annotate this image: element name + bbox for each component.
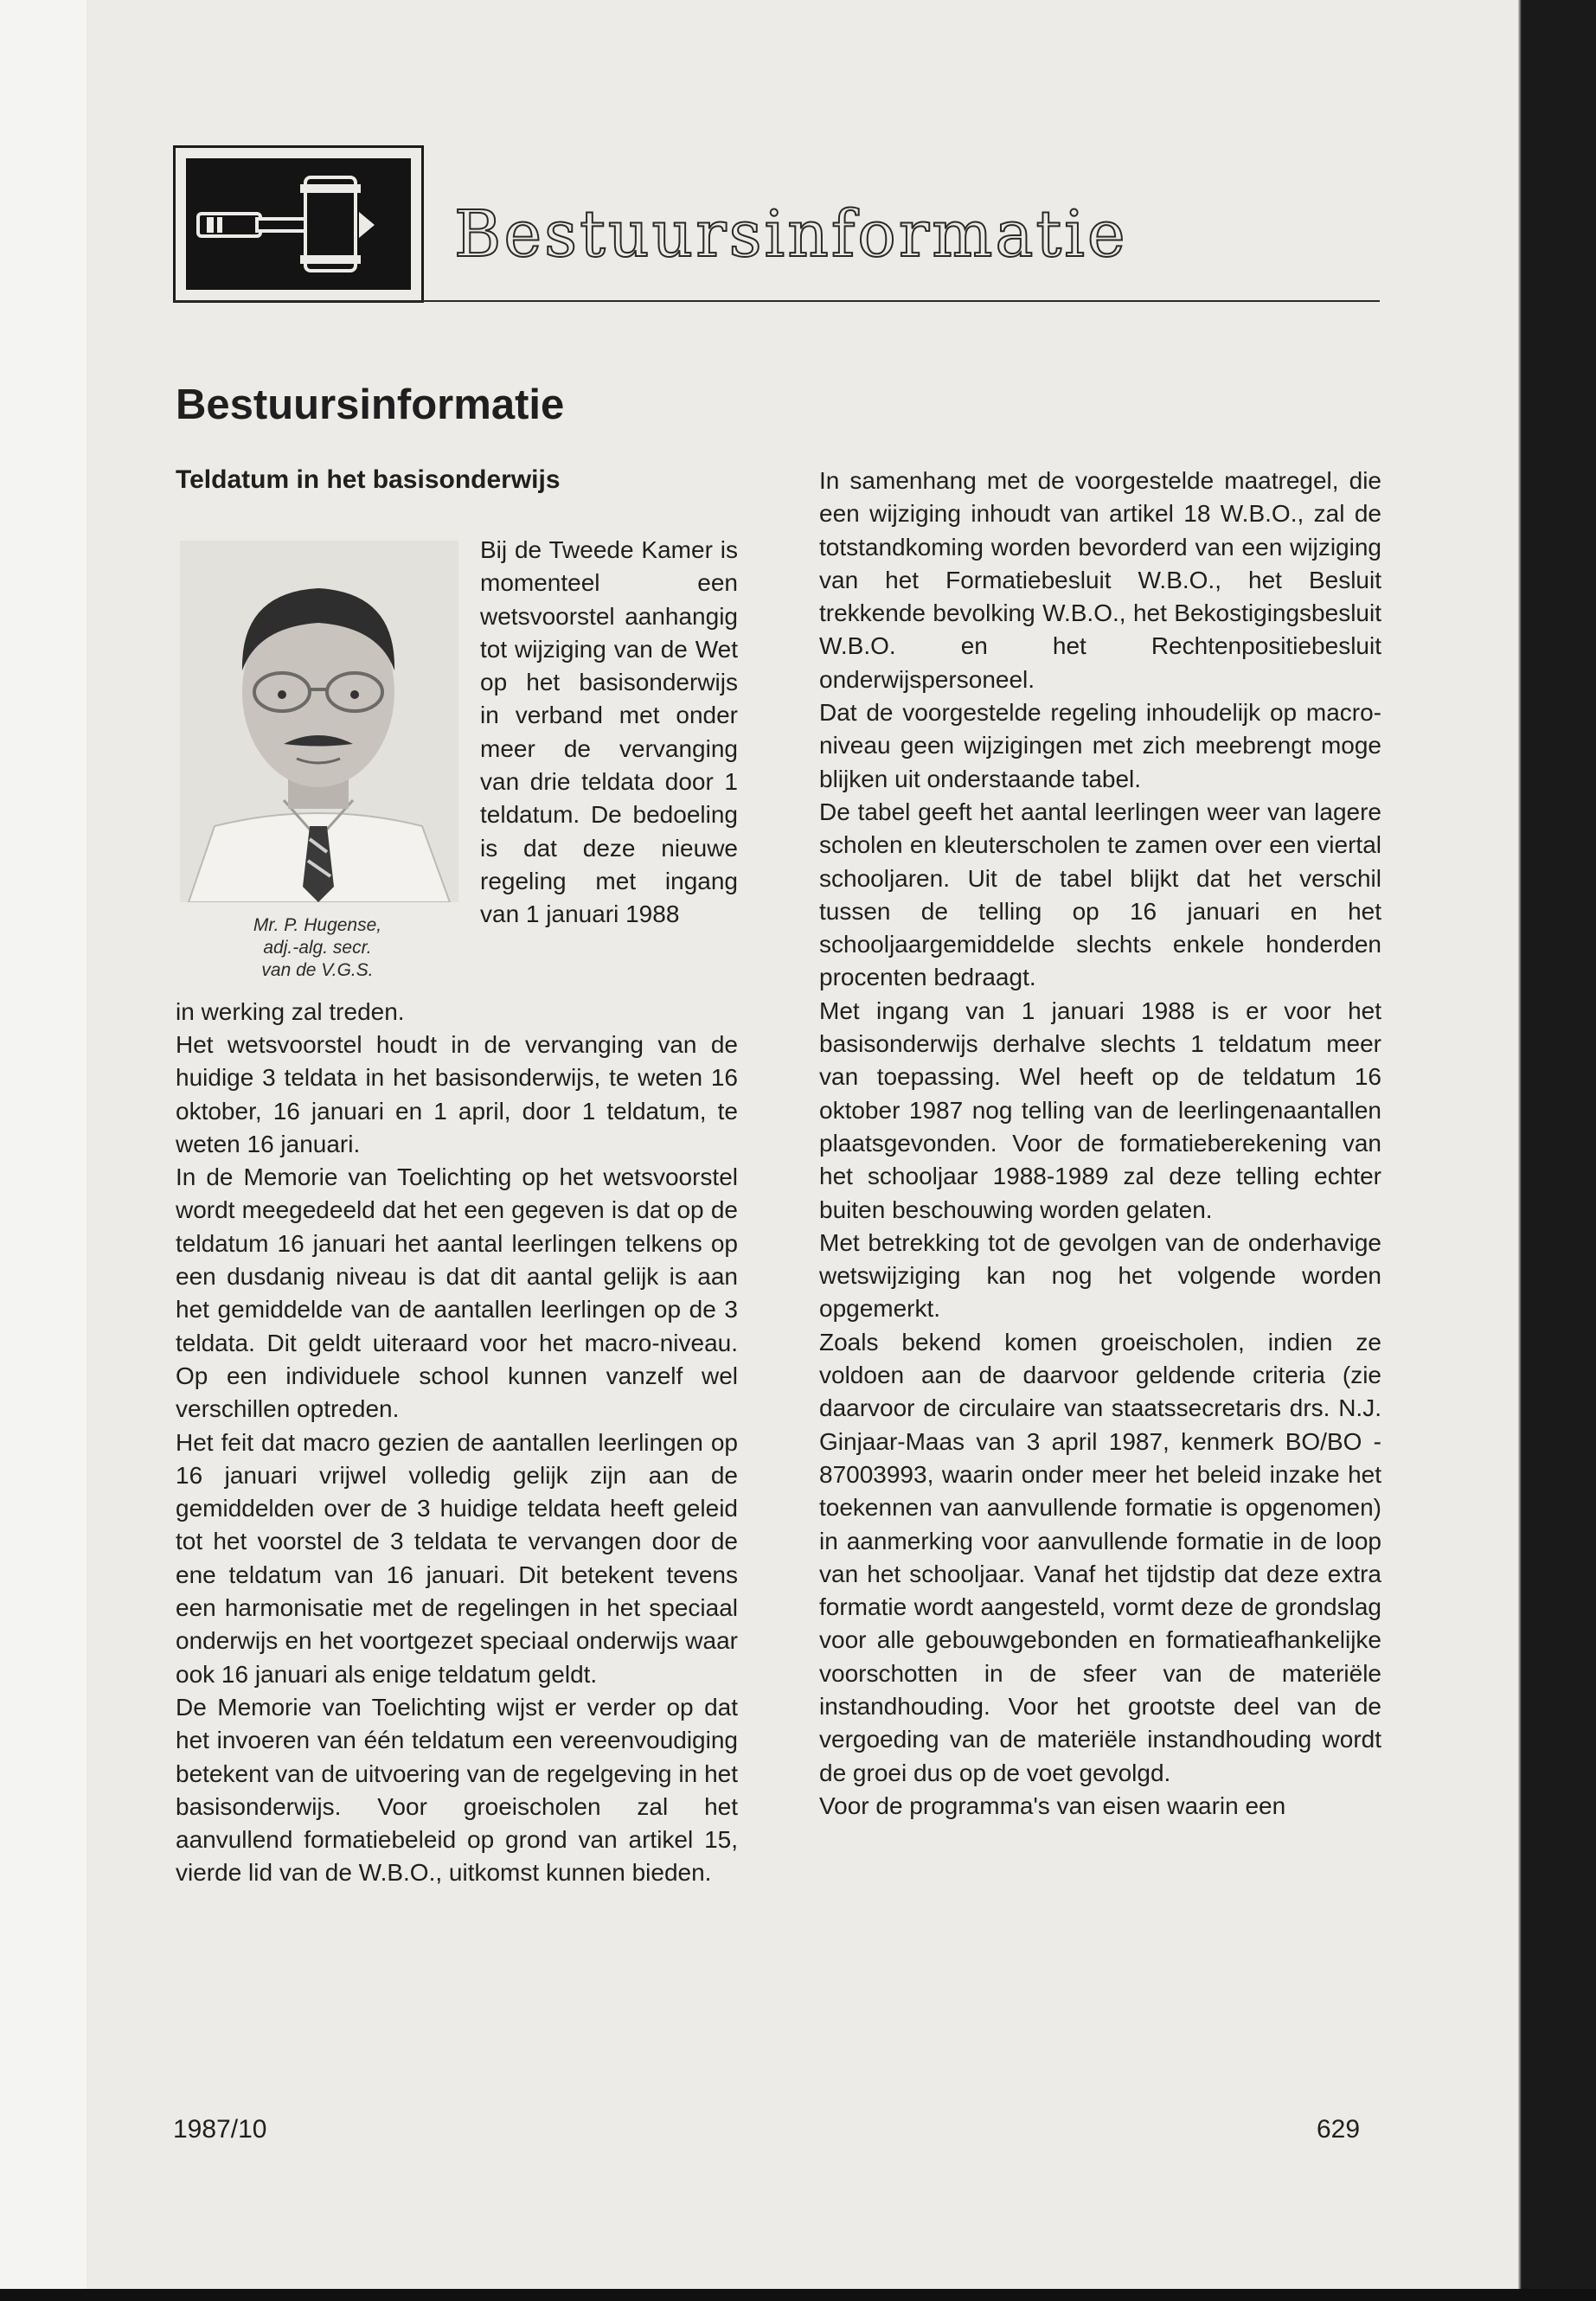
intro-paragraph-tail: in werking zal treden.: [176, 998, 405, 1025]
left-column: [176, 1029, 738, 1890]
header-logo-box: [173, 145, 424, 303]
paragraph: Voor de programma's van eisen waarin een: [819, 1791, 1286, 1819]
gavel-icon: [186, 158, 411, 290]
issue-number: 1987/10: [173, 2115, 267, 2144]
paragraph: Met betrekking tot de gevolgen van de onderhavige wetswijziging kan nog het volgende worden opgemerkt.: [819, 1228, 1381, 1323]
paragraph: Met ingang van 1 januari 1988 is er voor het basisonderwijs derhalve slechts 1 teldatum meer van toepassing. Wel heeft op de teldatum 16 oktober 1987 nog telling van de leerlingenaantallen plaatsgevonden. Voor de formatieberekening van het schooljaar 1988-1989 zal deze telling echter buiten beschouwing worden gelaten.: [819, 997, 1381, 1223]
paragraph: Zoals bekend komen groeischolen, indien ze voldoen aan de daarvoor geldende criteria (zie daarvoor de circulaire van staatssecretaris drs. N.J. Ginjaar-Maas van 3 april 1987, kenmerk BO/BO - 87003993, waarin onder meer het beleid inzake het toekennen van aanvullende formatie is opgenomen) in aanmerking voor aanvullende formatie in de loop van het schooljaar. Vanaf het tijdstip dat deze extra formatie wordt aangesteld, vormt deze de grondslag voor alle gebouwgebonden en formatieafhankelijke voorschotten in de sfeer van de materiële instandhouding. Voor het grootste deel van de vergoeding van de materiële instandhouding wordt de groei dus op de voet gevolgd.: [819, 1328, 1381, 1786]
caption-line: Mr. P. Hugense,: [253, 915, 382, 935]
article-subtitle: Teldatum in het basisonderwijs: [176, 465, 561, 494]
paragraph: Het wetsvoorstel houdt in de vervanging van de huidige 3 teldata in het basisonderwijs, te weten 16 oktober, 16 januari en 1 april, door 1 teldatum, te weten 16 januari.: [176, 1031, 738, 1157]
header-divider: [173, 300, 1380, 302]
paragraph: De Memorie van Toelichting wijst er verder op dat het invoeren van één teldatum een vereenvoudiging betekent van de uitvoering van de regelgeving in het basisonderwijs. Voor groeischolen zal het aanvullend formatiebeleid op grond van artikel 15, vierde lid van de W.B.O., uitkomst kunnen bieden.: [176, 1693, 738, 1887]
banner-title: Bestuursinformatie: [454, 197, 1128, 272]
paragraph: De tabel geeft het aantal leerlingen weer van lagere scholen en kleuterscholen te zamen over een viertal schooljaren. Uit de tabel blijkt dat het verschil tussen de telling op 16 januari en het schooljaargemiddelde slechts enkele honderden procenten bedraagt.: [819, 798, 1381, 991]
photo-caption: [177, 914, 458, 982]
right-column: [819, 465, 1381, 1823]
page-margin: [0, 0, 87, 2301]
scan-border-right: [1518, 0, 1596, 2301]
intro-paragraph: Bij de Tweede Kamer is momenteel een wetsvoorstel aanhangig tot wijziging van de Wet op het basisonderwijs in verband met onder meer de vervanging van drie teldata door 1 teldatum. De bedoeling is dat deze nieuwe regeling met ingang van 1 januari 1988: [480, 536, 738, 928]
paragraph: In samenhang met de voorgestelde maatregel, die een wijziging inhoudt van artikel 18 W.B.O., zal de totstandkoming worden bevorderd van een wijziging van het Formatiebesluit W.B.O., het Besluit trekkende bevolking W.B.O., het Bekostigingsbesluit W.B.O. en het Rechtenpositiebesluit onderwijspersoneel.: [819, 467, 1381, 693]
caption-line: van de V.G.S.: [261, 960, 374, 980]
page-title: Bestuursinformatie: [176, 381, 565, 428]
paragraph: Dat de voorgestelde regeling inhoudelijk op macro-niveau geen wijzigingen met zich meebrengt moge blijken uit onderstaande tabel.: [819, 699, 1381, 792]
portrait-photo: [180, 541, 458, 902]
paragraph: In de Memorie van Toelichting op het wetsvoorstel wordt meegedeeld dat het een gegeven is dat op de teldatum 16 januari het aantal leerlingen telkens op een dusdanig niveau is dat dit aantal gelijk is aan het gemiddelde van de aantallen leerlingen op de 3 teldata. Dit geldt uiteraard voor het macro-niveau. Op een individuele school kunnen vanzelf wel verschillen optreden.: [176, 1163, 738, 1423]
page-number: 629: [1317, 2115, 1361, 2144]
scan-border-bottom: [0, 2289, 1596, 2301]
caption-line: adj.-alg. secr.: [263, 938, 372, 958]
paragraph: Het feit dat macro gezien de aantallen leerlingen op 16 januari vrijwel volledig gelijk zijn aan de gemiddelden over de 3 huidige teldata heeft geleid tot het voorstel de 3 teldata te vervangen door de ene teldatum van 16 januari. Dit betekent tevens een harmonisatie met de regelingen in het speciaal onderwijs en het voortgezet speciaal onderwijs waar ook 16 januari als enige teldatum geldt.: [176, 1428, 738, 1688]
